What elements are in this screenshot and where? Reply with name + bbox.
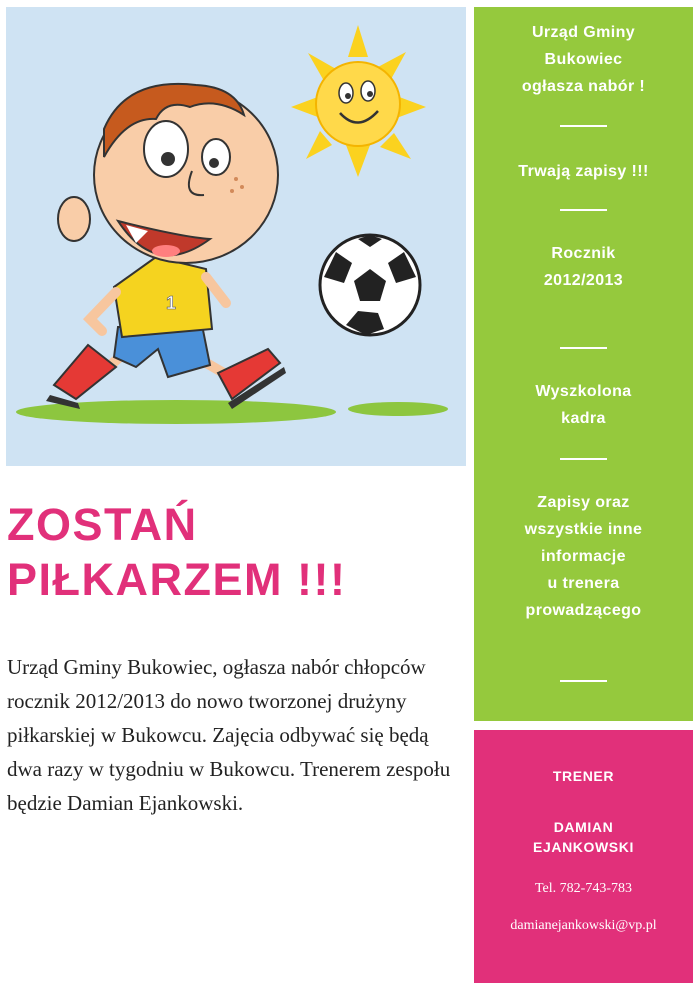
sun-icon [291,25,426,177]
divider [560,458,607,460]
divider [560,209,607,211]
phone-text: Tel. 782-743-783 [534,881,632,896]
cartoon-boy-icon [46,84,286,409]
info-text: Zapisy oraz wszystkie inne informacje u trenera prowadzącego [524,494,643,619]
soccer-ball-icon [320,235,420,335]
illustration [6,7,466,466]
staff-text: Wyszkolona kadra [535,383,632,427]
trainer-label: TRENER [552,768,615,784]
headline-line-2: PIŁKARZEM !!! [7,554,347,605]
contact-card [474,730,693,983]
divider [560,347,607,349]
body-paragraph: Urząd Gminy Bukowiec, ogłasza nabór chłopców rocznik 2012/2013 do nowo tworzonej drużyny piłkarskiej w Bukowcu. Zajęcia odbywać się będą dwa razy w tygodniu w Bukowcu. Trenerem zespołu będzie Damian Ejankowski. [7,655,451,815]
headline-line-1: ZOSTAŃ [7,499,198,550]
registration-text: Trwają zapisy !!! [518,163,649,180]
year-text: Rocznik 2012/2013 [543,245,624,289]
divider [560,680,607,682]
info-sidebar [474,7,693,721]
trainer-name: DAMIAN EJANKOWSKI [533,819,634,855]
announcement-text: Urząd Gminy Bukowiec ogłasza nabór ! [521,24,646,95]
headline [7,497,467,607]
email-link[interactable]: damianejankowski@vp.pl [510,918,657,933]
divider [560,125,607,127]
jersey-number: 1 [166,293,177,313]
